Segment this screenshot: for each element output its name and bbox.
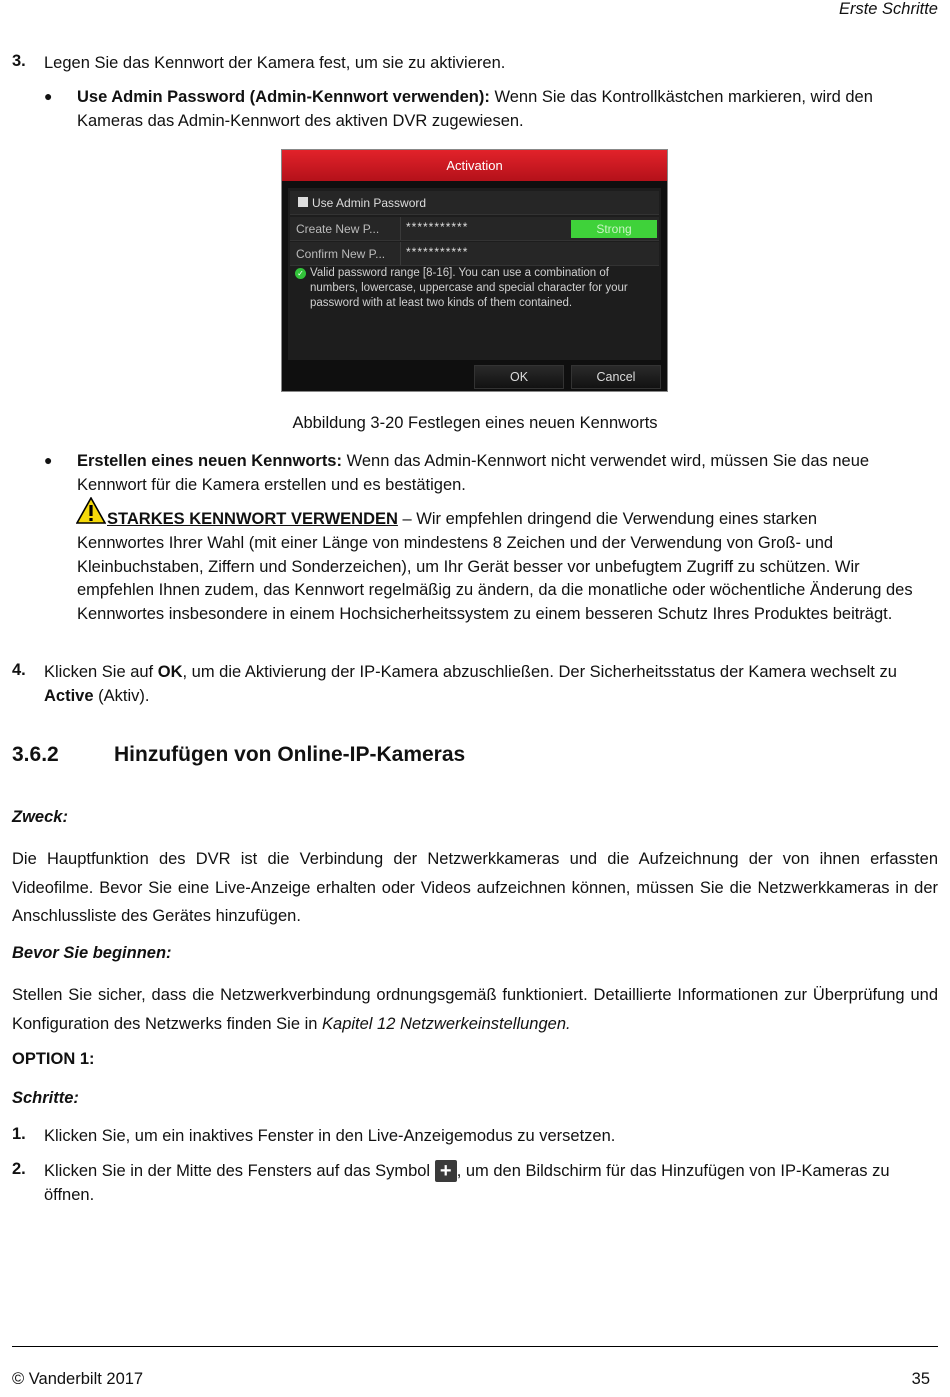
dialog-body (288, 188, 661, 360)
strength-indicator: Strong (571, 220, 657, 238)
chapter-reference: Kapitel 12 Netzwerkeinstellungen. (322, 1014, 571, 1033)
text: Stellen Sie sicher, dass die Netzwerkverbindung ordnungsgemäß funktioniert. Detaillierte Informationen zur Überprüfung und Konfiguration des Netzwerks finden Sie in (12, 986, 938, 1033)
create-password-row (290, 217, 659, 241)
text: Klicken Sie in der Mitte des Fensters auf das Symbol (44, 1162, 435, 1180)
warning-first-line (107, 508, 937, 532)
step-text (44, 1160, 924, 1207)
step-text (44, 661, 924, 708)
plus-icon: + (435, 1160, 457, 1182)
confirm-password-input[interactable]: *********** (406, 245, 469, 259)
warning-text: Kennwortes Ihrer Wahl (mit einer Länge von mindestens 8 Zeichen und der Verwendung von Groß- und Kleinbuchstaben, Ziffern und Sonderzeichen), um Ihr Gerät besser vor unbefugtem Zugriff zu schützen. Wir empfehlen Ihnen zudem, das Kennwort regelmäßig zu ändern, da die monatliche oder wöchentliche Änderung des Kennwortes insbesondere in einem Hochsicherheitssystem zu einem besseren Schutz Ihres Produktes beiträgt. (77, 534, 913, 623)
text: (Aktiv). (93, 686, 150, 705)
section-number: 3.6.2 (12, 743, 59, 766)
page-number: 35 (911, 1370, 930, 1388)
separator (400, 217, 401, 240)
steps-label: Schritte: (12, 1089, 79, 1107)
ok-button[interactable]: OK (474, 365, 564, 389)
step-text: Klicken Sie, um ein inaktives Fenster in den Live-Anzeigemodus zu versetzen. (44, 1127, 616, 1145)
bullet-new-password (77, 450, 935, 497)
confirm-password-label: Confirm New P... (296, 247, 386, 261)
text: , um die Aktivierung der IP-Kamera abzuschließen. Der Sicherheitsstatus der Kamera wechselt zu (182, 663, 897, 681)
checkbox-label: Use Admin Password (312, 196, 427, 210)
activation-dialog (281, 149, 668, 392)
active-term: Active (44, 686, 94, 705)
step-number: 3. (12, 52, 26, 70)
copyright: © Vanderbilt 2017 (12, 1370, 144, 1388)
create-password-label: Create New P... (296, 222, 380, 236)
checkbox[interactable] (298, 197, 308, 207)
use-admin-password-row[interactable] (290, 191, 659, 215)
section-title: Hinzufügen von Online-IP-Kameras (114, 743, 466, 766)
check-icon: ✓ (295, 268, 306, 279)
purpose-text: Die Hauptfunktion des DVR ist die Verbindung der Netzwerkkameras und die Aufzeichnung der von ihnen erfassten Videofilme. Bevor Sie eine Live-Anzeige erhalten oder Videos aufzeichnen können, müssen Sie die Netzwerkkameras in der Anschlussliste des Gerätes hinzufügen. (12, 850, 938, 925)
bullet-bold: Use Admin Password (Admin-Kennwort verwenden): (77, 88, 490, 106)
step-number: 1. (12, 1125, 26, 1143)
footer-divider (12, 1346, 938, 1347)
ok-term: OK (157, 663, 183, 681)
bullet-dot: ● (44, 452, 53, 468)
purpose-label: Zweck: (12, 808, 68, 826)
running-header: Erste Schritte (838, 0, 938, 18)
warning-title: STARKES KENNWORT VERWENDEN (107, 510, 398, 528)
bullet-dot: ● (44, 88, 53, 104)
warning-icon (76, 497, 106, 524)
option-label: OPTION 1: (12, 1050, 95, 1068)
bullet-text: Wenn das Admin-Kennwort nicht verwendet wird, müssen Sie das neue Kennwort für die Kamera erstellen und es bestätigen. (77, 452, 870, 494)
bullet-admin-password (77, 86, 935, 133)
before-text (12, 981, 938, 1038)
confirm-password-row (290, 242, 659, 266)
step-number: 2. (12, 1160, 26, 1178)
warning-line1: – Wir empfehlen dringend die Verwendung eines starken (397, 510, 818, 528)
text: , um den Bildschirm für das Hinzufügen von IP-Kameras zu öffnen. (44, 1162, 890, 1204)
password-hint: Valid password range [8-16]. You can use a combination of numbers, lowercase, uppercase and special character for your password with at least two kinds of them contained. (310, 267, 628, 309)
dialog-title: Activation (282, 150, 667, 181)
create-password-input[interactable]: *********** (406, 220, 469, 234)
text: Klicken Sie auf (44, 663, 158, 681)
bullet-bold: Erstellen eines neuen Kennworts: (77, 452, 342, 470)
figure-caption: Abbildung 3-20 Festlegen eines neuen Kennworts (292, 414, 658, 432)
before-label: Bevor Sie beginnen: (12, 944, 172, 962)
step-text: Legen Sie das Kennwort der Kamera fest, um sie zu aktivieren. (44, 54, 506, 72)
separator (400, 242, 401, 265)
cancel-button[interactable]: Cancel (571, 365, 661, 389)
bullet-text: Wenn Sie das Kontrollkästchen markieren, wird den Kameras das Admin-Kennwort des aktiven DVR zugewiesen. (77, 88, 873, 130)
step-number: 4. (12, 661, 26, 679)
